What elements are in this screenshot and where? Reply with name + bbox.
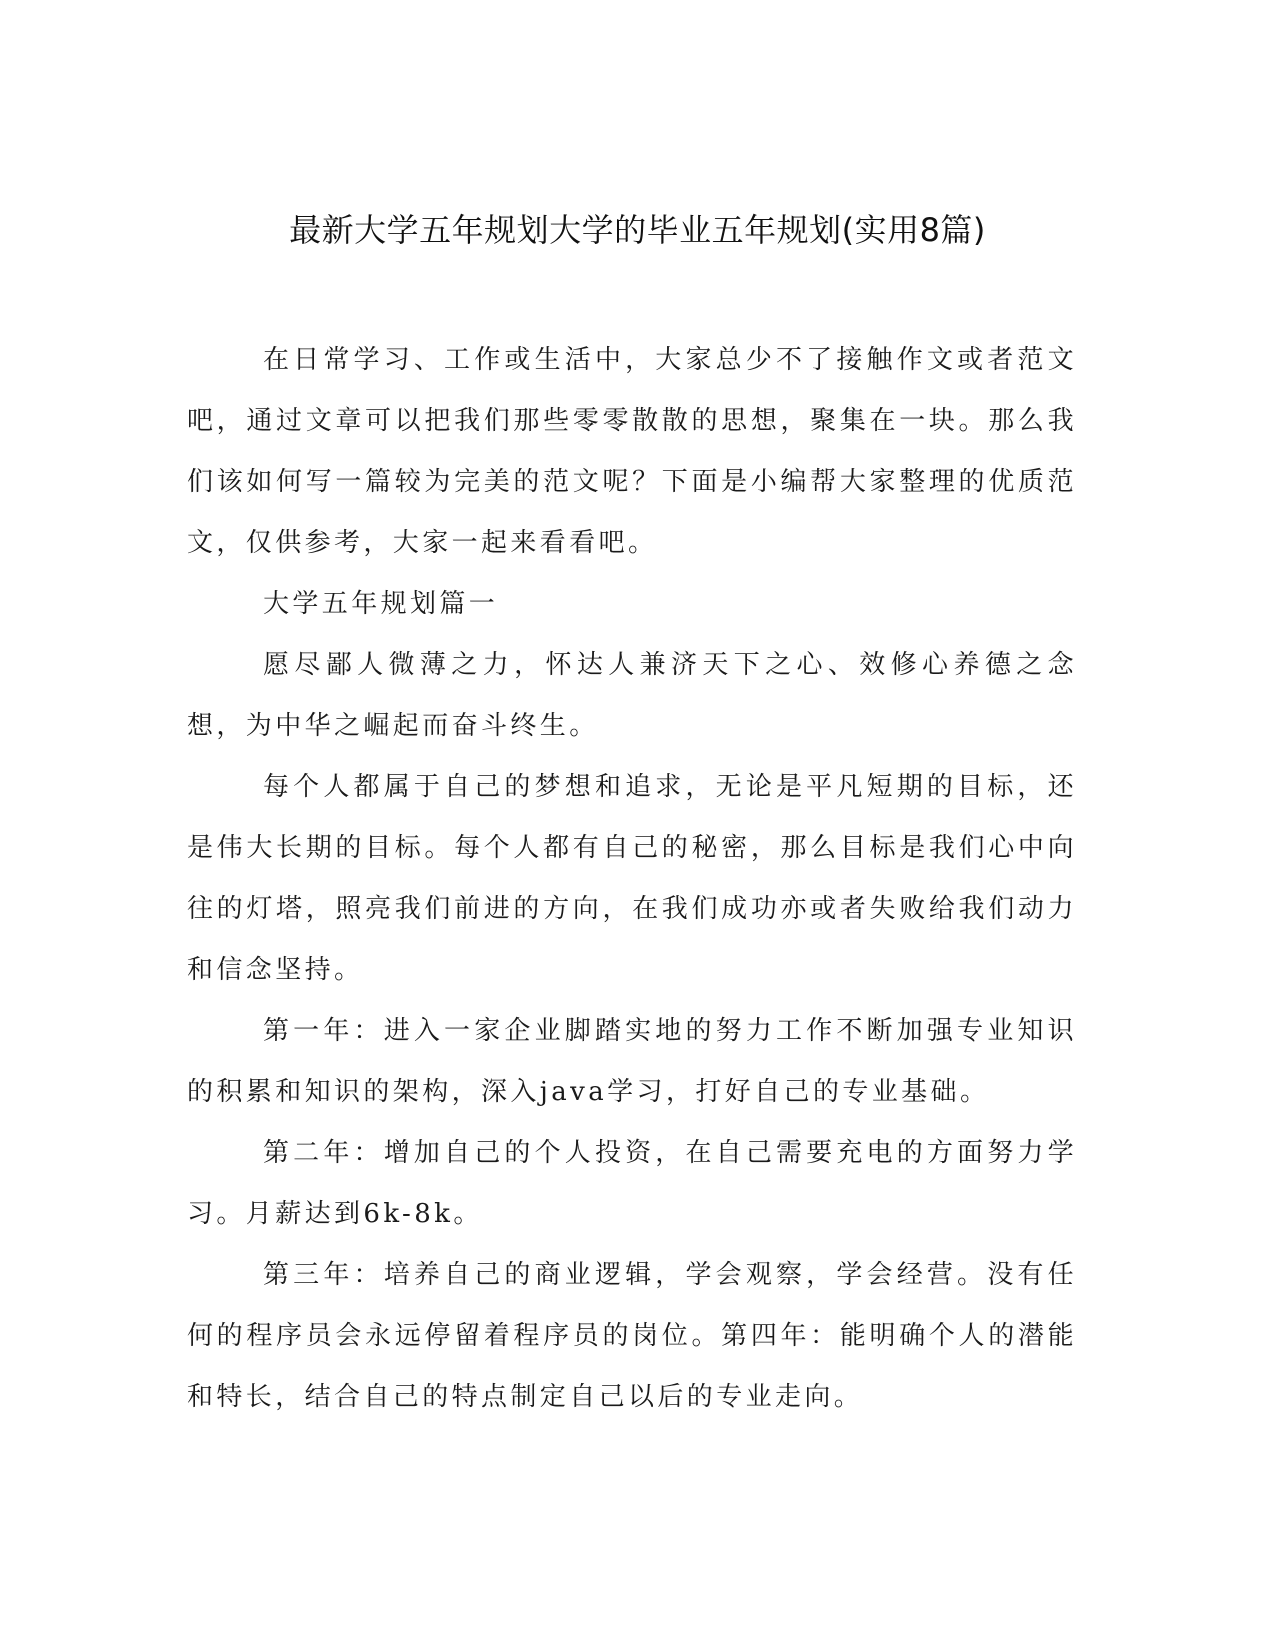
section-heading: 大学五年规划篇一 (263, 589, 499, 619)
year-two-paragraph: 第二年：增加自己的个人投资，在自己需要充电的方面努力学习。月薪达到6k-8k。 (187, 1138, 1077, 1229)
intro-paragraph: 在日常学习、工作或生活中，大家总少不了接触作文或者范文吧，通过文章可以把我们那些零零散散的思想，聚集在一块。那么我们该如何写一篇较为完美的范文呢？下面是小编帮大家整理的优质范文，仅供参考，大家一起来看看吧。 (187, 345, 1077, 558)
year-three-four-paragraph: 第三年：培养自己的商业逻辑，学会观察，学会经营。没有任何的程序员会永远停留着程序员的岗位。第四年：能明确个人的潜能和特长，结合自己的特点制定自己以后的专业走向。 (187, 1260, 1077, 1412)
body-paragraph: 愿尽鄙人微薄之力，怀达人兼济天下之心、效修心养德之念想，为中华之崛起而奋斗终生。 (187, 650, 1077, 741)
document-body (187, 330, 1077, 1428)
document-title: 最新大学五年规划大学的毕业五年规划(实用8篇) (289, 211, 986, 249)
year-one-paragraph: 第一年：进入一家企业脚踏实地的努力工作不断加强专业知识的积累和知识的架构，深入java学习，打好自己的专业基础。 (187, 1016, 1077, 1107)
body-paragraph: 每个人都属于自己的梦想和追求，无论是平凡短期的目标，还是伟大长期的目标。每个人都有自己的秘密，那么目标是我们心中向往的灯塔，照亮我们前进的方向，在我们成功亦或者失败给我们动力和信念坚持。 (187, 772, 1077, 985)
